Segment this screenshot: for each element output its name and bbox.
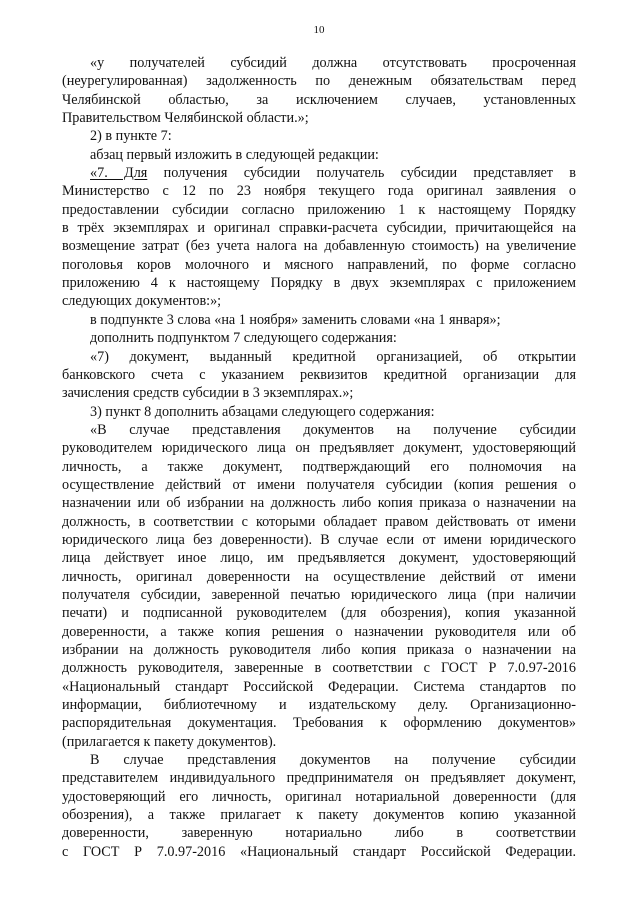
text-line: В случае представления документов на получение субсидии: [90, 752, 576, 769]
page-number: 10: [313, 24, 325, 36]
text-line: распорядительная документация. Требования к оформлению документов»: [62, 715, 576, 732]
text-line: (прилагается к пакету документов).: [62, 733, 277, 750]
text-line: Министерство с 12 по 23 ноября текущего года оригинал заявления о: [62, 183, 576, 200]
text-line: 2) в пункте 7:: [90, 128, 172, 145]
text-line: юридического лица без доверенности). В случае если от имени юридического: [62, 531, 576, 548]
text-line: «В случае представления документов на получение субсидии: [90, 421, 576, 438]
text-line: избрании на должность руководителя либо копия приказа о назначении на: [62, 642, 576, 658]
text-line: возмещение затрат (без учета налога на добавленную стоимость) на увеличение: [62, 238, 576, 255]
text-line: 3) пункт 8 дополнить абзацами следующего содержания:: [90, 403, 435, 420]
text-line: личность, а также документ, подтверждающий его полномочия на: [62, 458, 576, 475]
text-line: удостоверяющий его личность, оригинал нотариальной доверенности (для: [62, 788, 576, 805]
text-line: печати) и подписанной руководителем (для обозрения), копия указанной: [62, 605, 576, 622]
text-line: «7) документ, выданный кредитной организацией, об открытии: [90, 348, 576, 365]
text-line: Правительством Челябинской области.»;: [62, 110, 309, 127]
text-line: зачисления средств субсидии в 3 экземплярах.»;: [62, 385, 354, 402]
text-line: доверенности, а также копия решения о назначении руководителя или об: [62, 623, 576, 640]
text-line: [62, 164, 576, 182]
line-text: получения субсидии получатель субсидии представляет в: [147, 165, 576, 182]
text-line: должность, в соответствии с которыми обладает правом действовать от имени: [62, 513, 576, 530]
text-line: дополнить подпунктом 7 следующего содержания:: [90, 330, 397, 347]
text-line: «у получателей субсидий должна отсутствовать просроченная: [90, 55, 576, 71]
text-line: должность руководителя, заверенные в соответствии с ГОСТ Р 7.0.97-2016: [62, 660, 576, 677]
text-line: информации, библиотечному и издательскому делу. Организационно-: [62, 697, 576, 714]
text-line: доверенности, заверенную нотариально либо в соответствии: [62, 825, 576, 842]
text-line: лица действует иное лицо, им предъявляется документ, удостоверяющий: [62, 550, 576, 567]
text-line: абзац первый изложить в следующей редакции:: [90, 146, 379, 163]
text-line: (неурегулированная) задолженность по денежным обязательствам перед: [62, 73, 576, 90]
text-line: Челябинской областью, за исключением случаев, установленных: [62, 91, 576, 108]
text-line: обозрения), а также прилагает к пакету документов копию указанной: [62, 807, 576, 824]
text-line: предоставлении субсидии согласно приложению 1 к настоящему Порядку: [62, 201, 576, 218]
text-line: приложению 4 к настоящему Порядку в двух экземплярах с приложением: [62, 275, 576, 292]
text-line: руководителем юридического лица он предъявляет документ, удостоверяющий: [62, 440, 576, 457]
text-line: в трёх экземплярах и оригинал справки-расчета субсидии, причитающейся на: [62, 220, 576, 237]
text-line: в подпункте 3 слова «на 1 ноября» заменить словами «на 1 января»;: [90, 311, 501, 328]
document-body: [62, 54, 576, 861]
text-line: банковского счета с указанием реквизитов кредитной организации для: [62, 366, 576, 383]
text-line: осуществление действий от имени получателя субсидии (копия решения о: [62, 476, 576, 493]
text-line: получателя субсидии, заверенной печатью юридического лица (при наличии: [62, 586, 576, 603]
text-line: «Национальный стандарт Российской Федерации. Система стандартов по: [62, 678, 576, 695]
underlined-text: «7. Для: [90, 165, 148, 182]
text-line: личность, оригинал доверенности на осуществление действий от имени: [62, 568, 576, 585]
text-line: поголовья коров молочного и мясного направлений, по форме согласно: [62, 256, 576, 273]
text-line: представителем индивидуального предпринимателя он предъявляет документ,: [62, 770, 576, 787]
text-line: с ГОСТ Р 7.0.97-2016 «Национальный стандарт Российской Федерации.: [62, 843, 576, 860]
text-line: назначении или об избрании на должность либо копия приказа о назначении на: [62, 495, 576, 512]
text-line: следующих документов:»;: [62, 293, 222, 310]
